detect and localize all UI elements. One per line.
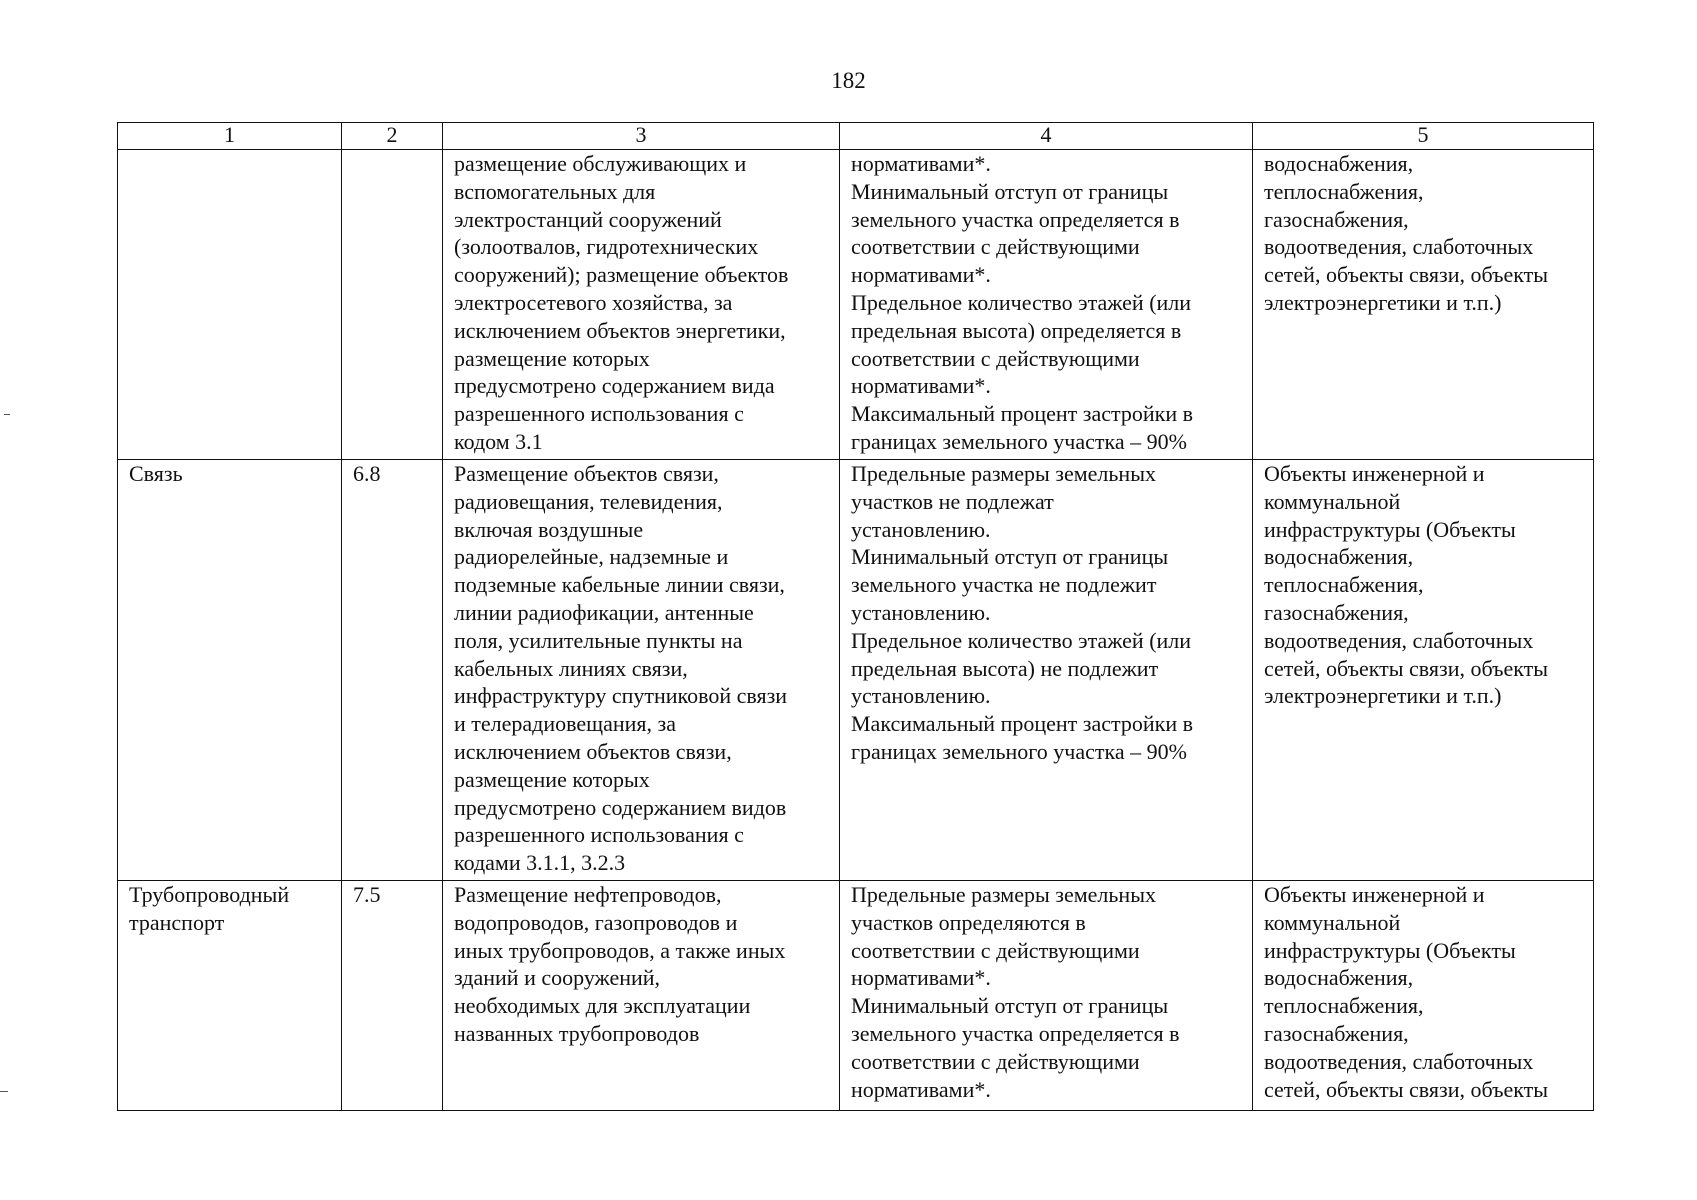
use-name-cell: Связь [118,460,342,881]
text-line: разрешенного использования с [454,822,744,848]
text-line: водоотведения, слаботочных [1264,234,1534,260]
use-code-cell: 7.5 [342,881,443,1111]
text-line: Минимальный отступ от границы [851,544,1169,570]
text-line: участков не подлежат [851,488,1054,514]
objects-cell [1253,150,1594,460]
parameters-cell [840,460,1253,881]
text-line: (золоотвалов, гидротехнических [454,234,759,260]
scan-mark [0,1091,8,1092]
column-header: 4 [840,123,1253,150]
use-code-cell: 6.8 [342,460,443,881]
text-line: нормативами*. [851,1076,991,1102]
column-header: 5 [1253,123,1594,150]
text-line: Предельное количество этажей (или [851,289,1192,315]
text-line: соответствии с действующими [851,234,1140,260]
text-line: размещение которых [454,766,650,792]
text-line: инфраструктуры (Объекты [1264,937,1516,963]
text-line: радиорелейные, надземные и [454,544,729,570]
text-line: Предельные размеры земельных [851,461,1156,486]
text-line: подземные кабельные линии связи, [454,572,785,598]
table-row [118,881,1594,1111]
text-line: Минимальный отступ от границы [851,178,1169,204]
text-line: инфраструктуры (Объекты [1264,516,1516,542]
text-line: теплоснабжения, [1264,572,1424,598]
text-line: нормативами*. [851,262,991,288]
objects-cell [1253,460,1594,881]
text-line: водоснабжения, [1264,965,1414,991]
column-header: 2 [342,123,443,150]
text-line: земельного участка не подлежит [851,572,1157,598]
column-header: 3 [443,123,840,150]
text-line: соответствии с действующими [851,345,1140,371]
text-line: предельная высота) не подлежит [851,655,1159,681]
text-line: Размещение объектов связи, [454,461,719,486]
text-line: водоснабжения, [1264,544,1414,570]
text-line: размещение обслуживающих и [454,151,747,176]
use-name-cell [118,881,342,1111]
text-line: Максимальный процент застройки в [851,401,1193,427]
text-line: необходимых для эксплуатации [454,993,751,1019]
text-line: газоснабжения, [1264,1020,1409,1046]
scan-mark [4,414,10,415]
text-line: сетей, объекты связи, объекты [1264,655,1549,681]
text-line: кодом 3.1 [454,428,543,454]
text-line: водопроводов, газопроводов и [454,909,738,935]
text-line: электросетевого хозяйства, за [454,289,733,315]
description-cell [443,460,840,881]
text-line: теплоснабжения, [1264,178,1424,204]
text-line: инфраструктуру спутниковой связи [454,683,788,709]
page-number: 182 [831,68,866,93]
text-line: установлению. [851,516,991,542]
text-line: электроэнергетики и т.п.) [1264,683,1502,709]
text-line: теплоснабжения, [1264,993,1424,1019]
text-line: радиовещания, телевидения, [454,488,723,514]
use-code-cell [342,150,443,460]
table-header-row [118,123,1594,150]
text-line: нормативами*. [851,373,991,399]
text-line: включая воздушные [454,516,644,542]
text-line: Объекты инженерной и [1264,882,1485,907]
text-line: границах земельного участка – 90% [851,428,1187,454]
text-line: коммунальной [1264,488,1401,514]
text-line: водоотведения, слаботочных [1264,1048,1534,1074]
text-line: соответствии с действующими [851,1048,1140,1074]
text-line: сооружений); размещение объектов [454,262,789,288]
text-line: Размещение нефтепроводов, [454,882,722,907]
objects-cell [1253,881,1594,1111]
land-use-table [117,122,1594,1111]
text-line: зданий и сооружений, [454,965,661,991]
text-line: соответствии с действующими [851,937,1140,963]
text-line: нормативами*. [851,151,991,176]
text-line: разрешенного использования с [454,401,744,427]
text-line: предельная высота) определяется в [851,317,1182,343]
text-line: Максимальный процент застройки в [851,711,1193,737]
text-line: и телерадиовещания, за [454,711,676,737]
text-line: поля, усилительные пункты на [454,627,743,653]
text-line: водоотведения, слаботочных [1264,627,1534,653]
text-line: кодами 3.1.1, 3.2.3 [454,850,626,876]
text-line: исключением объектов энергетики, [454,317,786,343]
text-line: газоснабжения, [1264,599,1409,625]
text-line: Трубопроводный [129,882,290,907]
text-line: предусмотрено содержанием вида [454,373,775,399]
text-line: нормативами*. [851,965,991,991]
text-line: исключением объектов связи, [454,738,732,764]
text-line: коммунальной [1264,909,1401,935]
text-line: линии радиофикации, антенные [454,599,754,625]
text-line: установлению. [851,683,991,709]
parameters-cell [840,150,1253,460]
text-line: газоснабжения, [1264,206,1409,232]
description-cell [443,150,840,460]
text-line: водоснабжения, [1264,151,1414,176]
text-line: Объекты инженерной и [1264,461,1485,486]
text-line: сетей, объекты связи, объекты [1264,262,1549,288]
text-line: транспорт [129,909,225,935]
text-line: иных трубопроводов, а также иных [454,937,786,963]
table-row [118,460,1594,881]
text-line: земельного участка определяется в [851,1020,1180,1046]
text-line: предусмотрено содержанием видов [454,794,787,820]
text-line: земельного участка определяется в [851,206,1180,232]
text-line: установлению. [851,599,991,625]
text-line: границах земельного участка – 90% [851,738,1187,764]
text-line: размещение которых [454,345,650,371]
text-line: кабельных линиях связи, [454,655,688,681]
text-line: Минимальный отступ от границы [851,993,1169,1019]
text-line: названных трубопроводов [454,1020,700,1046]
parameters-cell [840,881,1253,1111]
text-line: Предельные размеры земельных [851,882,1156,907]
text-line: вспомогательных для [454,178,656,204]
use-name-cell [118,150,342,460]
table-row [118,150,1594,460]
text-line: Предельное количество этажей (или [851,627,1192,653]
column-header: 1 [118,123,342,150]
text-line: электростанций сооружений [454,206,722,232]
description-cell [443,881,840,1111]
text-line: сетей, объекты связи, объекты [1264,1076,1549,1102]
text-line: участков определяются в [851,909,1086,935]
text-line: электроэнергетики и т.п.) [1264,289,1502,315]
